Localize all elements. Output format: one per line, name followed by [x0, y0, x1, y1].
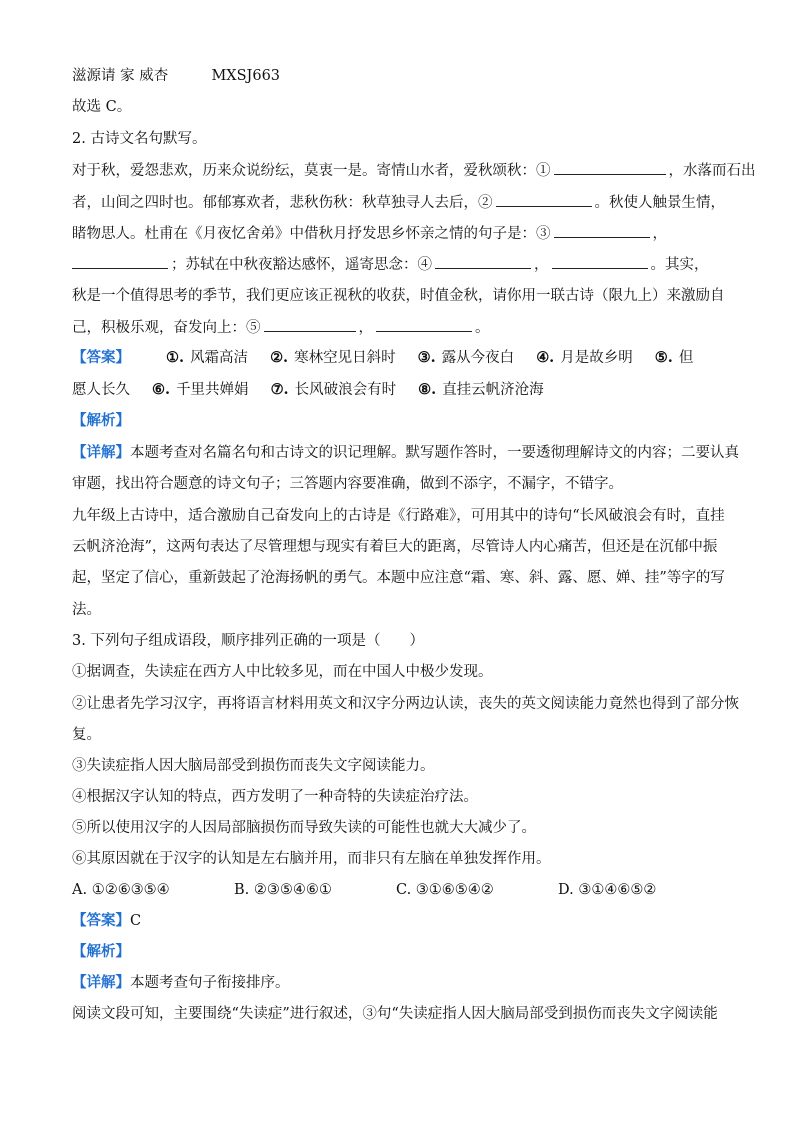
blank-4a[interactable]: [435, 254, 531, 269]
option-a[interactable]: A. ①②⑥③⑤④: [72, 882, 170, 898]
q2-detail-line-4: 云帆济沧海”，这两句表达了尽管理想与现实有着巨大的距离，尽管诗人内心痛苦，但还是在沉郁中振: [72, 539, 718, 555]
q2-stem-line-5: 秋是一个值得思考的季节，我们更应该正视秋的收获，时值金秋，请你用一联古诗（限九上）来激励自: [72, 288, 725, 304]
q3-analysis-tag: 【解析】: [72, 943, 130, 960]
q2-stem-line-3: 睹物思人。杜甫在《月夜忆舍弟》中借秋月抒发思乡怀亲之情的句子是：③ ，: [72, 223, 667, 244]
q2-stem-line-4: ；苏轼在中秋夜豁达感怀，遥寄思念：④ ， 。其实，: [72, 254, 709, 275]
q2-stem-line-2: 者，山间之四时也。郁郁寡欢者，悲秋伤秋：秋草独寻人去后，② 。秋使人触景生情，: [72, 192, 725, 213]
q2-title: 2. 古诗文名句默写。: [72, 131, 207, 147]
q2-answer-line-1: 【答案】 ①. 风霜高洁 ②. 寒林空见日斜时 ③. 露从今夜白 ④. 月是故乡明 ⑤. 但: [72, 349, 694, 366]
q3-options: [72, 880, 656, 900]
blank-5a[interactable]: [264, 317, 356, 332]
q2-detail-line-3: 九年级上古诗中，适合激励自己奋发向上的古诗是《行路难》，可用其中的诗句“长风破浪会有时，直挂: [72, 508, 725, 524]
analysis-tag: 【解析】: [72, 412, 130, 429]
answer-tag: 【答案】: [72, 349, 130, 366]
blank-2[interactable]: [496, 192, 592, 207]
watermark-code: MXSJ663: [211, 68, 281, 84]
q3-sentence-3: ③失读症指人因大脑局部受到损伤而丧失文字阅读能力。: [72, 758, 435, 774]
q3-sentence-2b: 复。: [72, 727, 101, 743]
watermark-text: 滋源请 家 威杏: [72, 68, 169, 84]
q3-answer: 【答案】C: [72, 912, 142, 929]
q3-sentence-1: ①据调查，失读症在西方人中比较多见，而在中国人中极少发现。: [72, 664, 493, 680]
q2-detail-line-5: 起，坚定了信心，重新鼓起了沧海扬帆的勇气。本题中应注意“霜、寒、斜、露、愿、婵、挂”等字的写: [72, 570, 725, 586]
q2-stem-line-6: 己，积极乐观，奋发向上：⑤ ， 。: [72, 317, 490, 338]
watermark-line: [72, 66, 280, 86]
q3-sentence-2a: ②让患者先学习汉字，再将语言材料用英文和汉字分两边认读，丧失的英文阅读能力竟然也得到了部分恢: [72, 696, 739, 712]
q3-sentence-6: ⑥其原因就在于汉字的认知是左右脑并用，而非只有左脑在单独发挥作用。: [72, 851, 551, 867]
q2-answer-line-2: 愿人长久 ⑥. 千里共婵娟 ⑦. 长风破浪会有时 ⑧. 直挂云帆济沧海: [72, 381, 544, 398]
q3-sentence-5: ⑤所以使用汉字的人因局部脑损伤而导致失读的可能性也就大大减少了。: [72, 820, 536, 836]
blank-3b[interactable]: [72, 254, 168, 269]
q2-stem-line-1: 对于秋，爱怨悲欢，历来众说纷纭，莫衷一是。寄情山水者，爱秋颂秋：① ，水落而石出: [72, 160, 756, 181]
blank-3a[interactable]: [554, 223, 650, 238]
blank-1[interactable]: [554, 160, 666, 175]
q3-detail-line-2: 阅读文段可知，主要围绕“失读症”进行叙述，③句“失读症指人因大脑局部受到损伤而丧失文字阅读能: [72, 1006, 718, 1022]
q3-detail-line-1: 【详解】本题考查句子衔接排序。: [72, 974, 290, 991]
blank-4b[interactable]: [552, 254, 648, 269]
option-d[interactable]: D. ③①④⑥⑤②: [558, 882, 657, 898]
q3-title: 3. 下列句子组成语段，顺序排列正确的一项是（ ）: [72, 633, 424, 649]
q3-sentence-4: ④根据汉字认知的特点，西方发明了一种奇特的失读症治疗法。: [72, 789, 478, 805]
q2-detail-line-6: 法。: [72, 602, 101, 618]
q2-detail-line-1: 【详解】本题考查对名篇名句和古诗文的识记理解。默写题作答时，一要透彻理解诗文的内容；二要认真: [72, 444, 739, 461]
option-b[interactable]: B. ②③⑤④⑥①: [234, 882, 332, 898]
blank-5b[interactable]: [376, 317, 472, 332]
q1-conclusion: 故选 C。: [72, 99, 132, 115]
q2-detail-line-2: 审题，找出符合题意的诗文句子；三答题内容要准确，做到不添字，不漏字，不错字。: [72, 476, 623, 492]
option-c[interactable]: C. ③①⑥⑤④②: [396, 882, 494, 898]
